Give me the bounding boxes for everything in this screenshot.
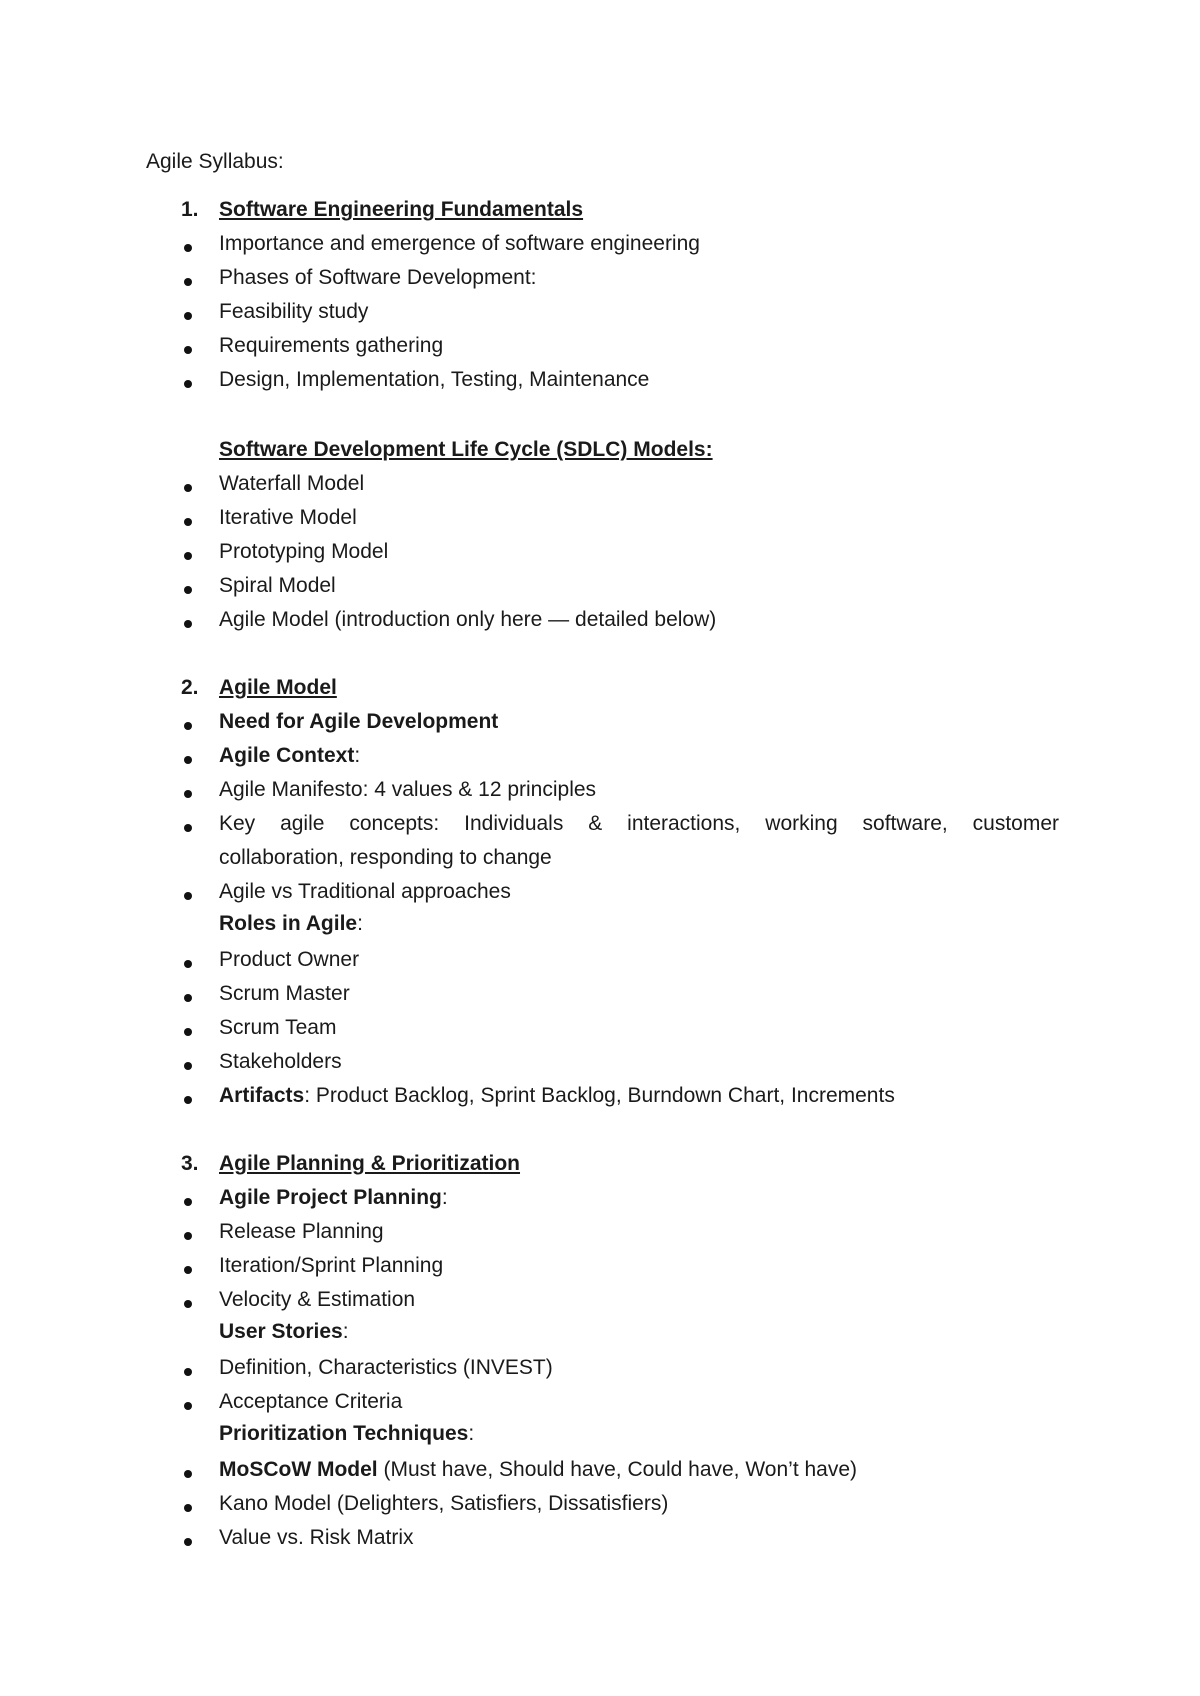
moscow-label: MoSCoW Model	[219, 1458, 378, 1481]
bullet-icon	[184, 824, 192, 832]
list-item: Spiral Model	[219, 574, 336, 597]
prioritization-heading	[219, 1420, 474, 1448]
bullet-icon	[184, 960, 192, 968]
list-item: Agile Manifesto: 4 values & 12 principles	[219, 778, 597, 801]
stories-label: User Stories	[219, 1320, 343, 1343]
roles-suffix: :	[357, 912, 363, 935]
key-concepts-continuation: collaboration, responding to change	[219, 846, 552, 869]
bullet-icon	[184, 994, 192, 1002]
list-item: Stakeholders	[219, 1050, 342, 1073]
artifacts-text: : Product Backlog, Sprint Backlog, Burndown Chart, Increments	[304, 1084, 895, 1107]
stories-heading	[219, 1318, 349, 1346]
section-1-heading: Software Engineering Fundamentals	[219, 198, 584, 221]
roles-heading	[219, 910, 363, 938]
list-item: Product Owner	[219, 948, 360, 971]
list-item: Importance and emergence of software engineering	[219, 232, 700, 255]
list-item: Acceptance Criteria	[219, 1390, 403, 1413]
word: agile	[280, 812, 325, 835]
bullet-icon	[184, 1198, 192, 1206]
bullet-icon	[184, 1504, 192, 1512]
bullet-icon	[184, 1096, 192, 1104]
bullet-icon	[184, 312, 192, 320]
context-suffix: :	[354, 744, 361, 767]
planning-label: Agile Project Planning	[219, 1186, 442, 1209]
list-item: Release Planning	[219, 1220, 384, 1243]
list-item: Scrum Team	[219, 1016, 337, 1039]
list-item	[219, 708, 498, 736]
list-item: Iterative Model	[219, 506, 357, 529]
list-item	[219, 1184, 448, 1212]
list-item: Phases of Software Development:	[219, 266, 537, 289]
sdlc-subheading: Software Development Life Cycle (SDLC) Models:	[219, 438, 713, 461]
stories-suffix: :	[342, 1320, 349, 1343]
bullet-icon	[184, 380, 192, 388]
prio-label: Prioritization Techniques	[219, 1422, 469, 1445]
section-3-heading: Agile Planning & Prioritization	[219, 1152, 521, 1175]
bullet-icon	[184, 552, 192, 560]
prio-suffix: :	[468, 1422, 475, 1445]
artifacts-label: Artifacts	[219, 1084, 305, 1107]
list-item: Kano Model (Delighters, Satisfiers, Dissatisfiers)	[219, 1492, 669, 1515]
list-item: Agile vs Traditional approaches	[219, 880, 511, 903]
bullet-icon	[184, 1300, 192, 1308]
list-item: Requirements gathering	[219, 334, 444, 357]
bullet-icon	[184, 484, 192, 492]
bullet-icon	[184, 620, 192, 628]
bullet-icon	[184, 278, 192, 286]
list-item: Scrum Master	[219, 982, 350, 1005]
list-item	[219, 1082, 895, 1110]
bullet-icon	[184, 1232, 192, 1240]
bullet-icon	[184, 790, 192, 798]
planning-suffix: :	[441, 1186, 448, 1209]
bullet-icon	[184, 1538, 192, 1546]
bullet-icon	[184, 346, 192, 354]
bullet-icon	[184, 518, 192, 526]
list-item: Waterfall Model	[219, 472, 365, 495]
word: customer	[972, 812, 1059, 835]
word: software,	[862, 812, 948, 835]
list-item: Design, Implementation, Testing, Maintenance	[219, 368, 650, 391]
key-concepts-line	[219, 810, 1059, 838]
bullet-icon	[184, 722, 192, 730]
bullet-icon	[184, 892, 192, 900]
bullet-icon	[184, 586, 192, 594]
bullet-icon	[184, 1028, 192, 1036]
roles-label: Roles in Agile	[219, 912, 358, 935]
word: Individuals	[464, 812, 564, 835]
need-label: Need for Agile Development	[219, 710, 499, 733]
word: concepts:	[349, 812, 440, 835]
bullet-icon	[184, 1266, 192, 1274]
word: interactions,	[627, 812, 741, 835]
list-item: Velocity & Estimation	[219, 1288, 416, 1311]
document-title: Agile Syllabus:	[146, 150, 284, 173]
list-item: Prototyping Model	[219, 540, 389, 563]
word: working	[765, 812, 838, 835]
list-item: Agile Model (introduction only here — detailed below)	[219, 608, 717, 631]
list-item	[219, 1456, 857, 1484]
list-item: Iteration/Sprint Planning	[219, 1254, 444, 1277]
list-item: Feasibility study	[219, 300, 369, 323]
bullet-icon	[184, 1470, 192, 1478]
context-label: Agile Context	[219, 744, 355, 767]
bullet-icon	[184, 244, 192, 252]
bullet-icon	[184, 1402, 192, 1410]
list-item: Value vs. Risk Matrix	[219, 1526, 414, 1549]
word: &	[588, 812, 603, 835]
section-2-heading: Agile Model	[219, 676, 337, 699]
bullet-icon	[184, 756, 192, 764]
section-3-number: 3.	[181, 1152, 199, 1175]
section-1-number: 1.	[181, 198, 199, 221]
list-item: Definition, Characteristics (INVEST)	[219, 1356, 553, 1379]
list-item	[219, 742, 360, 770]
section-2-number: 2.	[181, 676, 199, 699]
word: Key	[219, 812, 256, 835]
moscow-text: (Must have, Should have, Could have, Won’t have)	[377, 1458, 858, 1481]
bullet-icon	[184, 1368, 192, 1376]
bullet-icon	[184, 1062, 192, 1070]
